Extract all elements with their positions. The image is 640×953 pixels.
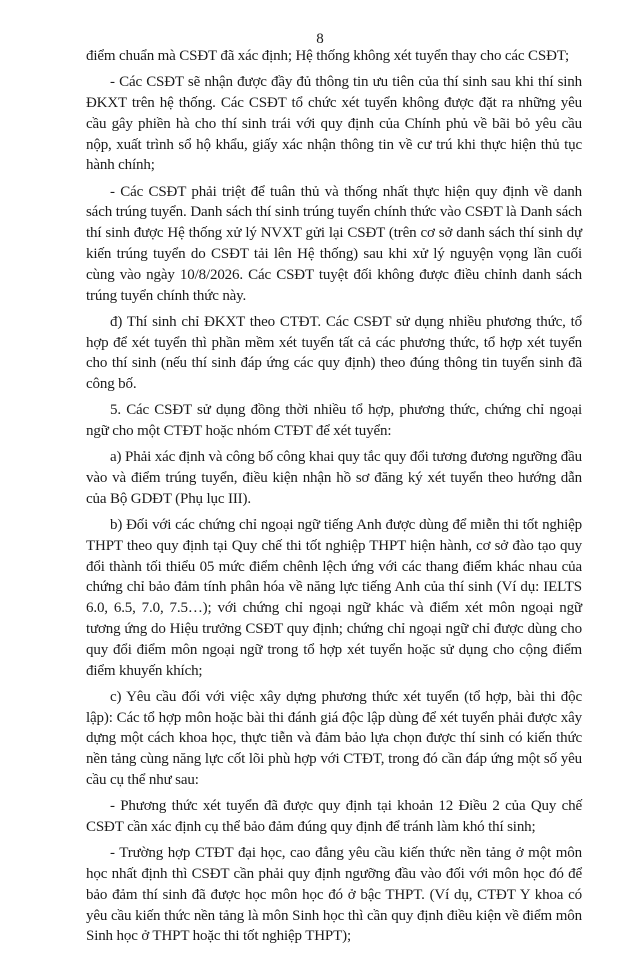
paragraph-bullet-threshold: - Trường hợp CTĐT đại học, cao đẳng yêu cầu kiến thức nền tảng ở một môn học nhất định thì CSĐT cần phải quy định ngưỡng đầu vào đối với môn học đó để bảo đảm thí sinh đã được học môn học đó ở bậc THPT. (Ví dụ, CTĐT Y khoa có yêu cầu kiến thức nền tảng là môn Sinh học thì cần quy định điều kiện về điểm môn Sinh học ở THPT hoặc thi tốt nghiệp THPT); [86,845,582,945]
paragraph-item-a: a) Phải xác định và công bố công khai quy tắc quy đổi tương đương ngưỡng đầu vào và điểm trúng tuyển, điều kiện nhận hồ sơ đăng ký xét tuyển theo hướng dẫn của Bộ GDĐT (Phụ lục III). [86,449,582,507]
paragraph-section-5: 5. Các CSĐT sử dụng đồng thời nhiều tổ hợp, phương thức, chứng chỉ ngoại ngữ cho một CTĐT hoặc nhóm CTĐT để xét tuyển: [86,402,582,440]
paragraph-priority-info: - Các CSĐT sẽ nhận được đầy đủ thông tin ưu tiên của thí sinh sau khi thí sinh ĐKXT trên hệ thống. Các CSĐT tổ chức xét tuyển không được đặt ra những yêu cầu gây phiền hà cho thí sinh trái với quy định của Chính phủ về bãi bỏ yêu cầu nộp, xuất trình sổ hộ khẩu, giấy xác nhận thông tin về cư trú khi thực hiện thủ tục hành chính; [86,74,582,174]
paragraph-item-c: c) Yêu cầu đối với việc xây dựng phương thức xét tuyển (tổ hợp, bài thi độc lập): Các tổ hợp môn hoặc bài thi đánh giá độc lập dùng để xét tuyển phải được xây dựng một cách khoa học, thực tiễn và đảm bảo lựa chọn được thí sinh có kiến thức nền tảng cùng năng lực cốt lõi phù hợp với CTĐT, trong đó cần đáp ứng một số yêu cầu cụ thể như sau: [86,688,582,789]
paragraph-admission-list: - Các CSĐT phải triệt để tuân thủ và thống nhất thực hiện quy định về danh sách trúng tuyển. Danh sách thí sinh trúng tuyển chính thức vào CSĐT là Danh sách thí sinh được Hệ thống xử lý NVXT gửi lại CSĐT (trên cơ sở danh sách thí sinh dự kiến trúng tuyển do CSĐT tải lên Hệ thống) sau khi xử lý nguyện vọng lần cuối cùng vào ngày 10/8/2026. Các CSĐT tuyệt đối không được điều chỉnh danh sách trúng tuyển chính thức này. [86,183,582,304]
paragraph-item-dd: đ) Thí sinh chỉ ĐKXT theo CTĐT. Các CSĐT sử dụng nhiều phương thức, tổ hợp để xét tuyển thì phần mềm xét tuyển tất cả các phương thức, tổ hợp xét tuyển cho thí sinh (nếu thí sinh đáp ứng các quy định) theo đúng thông tin tuyển sinh đã công bố. [86,313,582,393]
page-number: 8 [316,31,324,47]
paragraph-bullet-method: - Phương thức xét tuyển đã được quy định tại khoản 12 Điều 2 của Quy chế CSĐT cần xác định cụ thể bảo đảm đúng quy định để tránh làm khó thí sinh; [86,798,582,836]
paragraph-item-b: b) Đối với các chứng chỉ ngoại ngữ tiếng Anh được dùng để miễn thi tốt nghiệp THPT theo quy định tại Quy chế thi tốt nghiệp THPT hiện hành, cơ sở đào tạo quy đổi thành tối thiểu 05 mức điểm chênh lệch ứng với các thang điểm khác nhau của chứng chỉ bảo đảm tính phân hóa về năng lực tiếng Anh của thí sinh (Ví dụ: IELTS 6.0, 6.5, 7.0, 7.5…); với chứng chỉ ngoại ngữ khác và điểm xét môn ngoại ngữ tương ứng do Hiệu trưởng CSĐT quy định; chứng chỉ ngoại ngữ chỉ được dùng cho quy đổi điểm môn ngoại ngữ trong tổ hợp xét tuyển hoặc sử dụng cho cộng điểm điểm khuyến khích; [86,517,582,679]
document-body [86,46,582,953]
paragraph-continuation: điểm chuẩn mà CSĐT đã xác định; Hệ thống không xét tuyển thay cho các CSĐT; [86,48,569,64]
